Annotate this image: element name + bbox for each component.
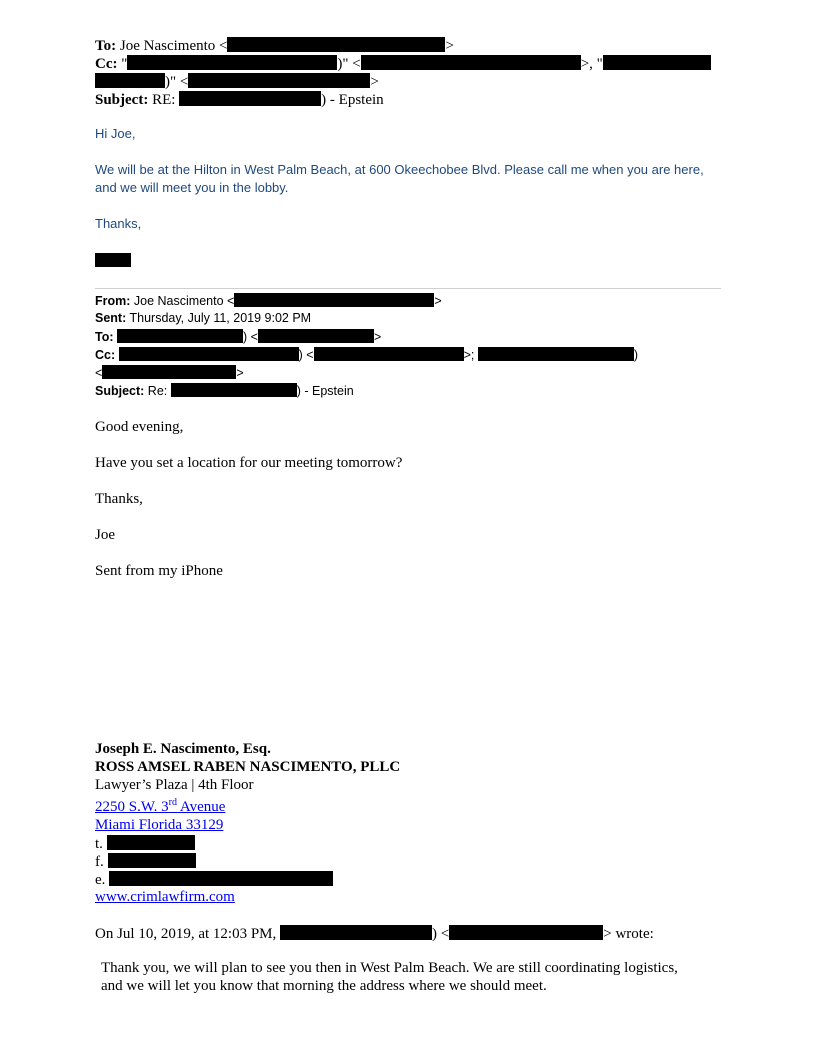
redaction-box xyxy=(227,37,445,52)
sent-label: Sent: xyxy=(95,311,127,325)
quoted-from-line xyxy=(95,293,442,308)
redaction-box xyxy=(361,55,581,70)
redaction-box xyxy=(449,925,603,940)
cc-quote: " xyxy=(121,56,128,72)
cc-open: < xyxy=(95,366,103,380)
signature-phone xyxy=(95,835,195,853)
message-question: Have you set a location for our meeting tomorrow? xyxy=(95,455,403,471)
cc-label: Cc: xyxy=(95,348,116,362)
signature-website[interactable] xyxy=(95,889,235,906)
earlier-body-2: and we will let you know that morning the address where we should meet. xyxy=(101,978,547,994)
cc-sep: ) < xyxy=(298,348,314,362)
redaction-box xyxy=(119,347,299,361)
signature-name-text: Joseph E. Nascimento, Esq. xyxy=(95,741,271,757)
redaction-box xyxy=(280,925,432,940)
quoted-to-line xyxy=(95,329,381,344)
website-link[interactable]: www.crimlawfirm.com xyxy=(95,889,235,905)
signature-city-link[interactable] xyxy=(95,817,223,834)
to-close: > xyxy=(445,38,454,54)
redaction-box xyxy=(117,329,243,343)
cc-sep: )" < xyxy=(337,56,361,72)
redaction-box xyxy=(478,347,634,361)
subject-suffix: ) - Epstein xyxy=(321,92,384,108)
to-label: To: xyxy=(95,330,114,344)
redaction-box xyxy=(109,871,333,886)
subject-prefix: RE: xyxy=(152,92,176,108)
signature-fax xyxy=(95,853,196,871)
quoted-subject-line xyxy=(95,383,354,398)
quoted-cc-line xyxy=(95,347,638,362)
top-subject-line xyxy=(95,91,384,109)
earlier-intro-post: > wrote: xyxy=(603,926,654,942)
to-close: > xyxy=(373,330,382,344)
redaction-box xyxy=(258,329,374,343)
address-post: Avenue xyxy=(176,799,226,815)
signature-name xyxy=(95,741,271,758)
reply-signoff: Thanks, xyxy=(95,216,142,231)
cc-label: Cc: xyxy=(95,56,118,72)
redaction-box xyxy=(171,383,297,397)
redaction-box xyxy=(314,347,464,361)
earlier-intro xyxy=(95,925,654,943)
redaction-box xyxy=(102,365,236,379)
divider xyxy=(95,288,721,289)
reply-line-2: and we will meet you in the lobby. xyxy=(95,180,289,195)
subject-label: Subject: xyxy=(95,384,145,398)
from-close: > xyxy=(434,294,442,308)
address-pre: 2250 S.W. 3 xyxy=(95,799,169,815)
signature-office: Lawyer’s Plaza | 4th Floor xyxy=(95,777,254,793)
cc-end: ) xyxy=(633,348,639,362)
cc-sep: >, " xyxy=(580,56,603,72)
email-label: e. xyxy=(95,872,106,888)
redaction-box xyxy=(95,73,165,88)
top-cc-line xyxy=(95,55,711,73)
redaction-box xyxy=(179,91,321,106)
reply-greeting: Hi Joe, xyxy=(95,126,136,141)
cc-sep: >; xyxy=(463,348,475,362)
top-to-line xyxy=(95,37,454,55)
redaction-box xyxy=(127,55,337,70)
redaction-box xyxy=(234,293,434,307)
redaction-box xyxy=(107,835,195,850)
redacted-signature xyxy=(95,253,131,267)
subject-suffix: ) - Epstein xyxy=(296,384,354,398)
sent-value: Thursday, July 11, 2019 9:02 PM xyxy=(129,311,312,325)
earlier-body-1: Thank you, we will plan to see you then in West Palm Beach. We are still coordinating logistics, xyxy=(101,960,678,976)
to-label: To: xyxy=(95,38,117,54)
address-link[interactable] xyxy=(95,799,225,815)
redaction-box xyxy=(188,73,370,88)
message-sent-from: Sent from my iPhone xyxy=(95,563,223,579)
redaction-box xyxy=(603,55,711,70)
earlier-intro-mid: ) < xyxy=(432,926,450,942)
redaction-box xyxy=(108,853,196,868)
fax-label: f. xyxy=(95,854,104,870)
message-name: Joe xyxy=(95,527,115,543)
subject-label: Subject: xyxy=(95,92,149,108)
address-sup: rd xyxy=(168,797,177,808)
from-value: Joe Nascimento < xyxy=(133,294,235,308)
to-name: Joe Nascimento < xyxy=(119,38,228,54)
signature-firm xyxy=(95,759,400,776)
top-cc-line2 xyxy=(95,73,379,91)
from-label: From: xyxy=(95,294,131,308)
cc-sep: )" < xyxy=(165,74,189,90)
signature-address-link[interactable] xyxy=(95,797,225,816)
reply-line-1: We will be at the Hilton in West Palm Beach, at 600 Okeechobee Blvd. Please call me when you are here, xyxy=(95,162,704,177)
to-sep: ) < xyxy=(243,330,258,344)
quoted-cc-line2 xyxy=(95,365,244,380)
city-link[interactable]: Miami Florida 33129 xyxy=(95,817,224,833)
earlier-intro-pre: On Jul 10, 2019, at 12:03 PM, xyxy=(95,926,277,942)
quoted-sent-line xyxy=(95,311,311,325)
signature-firm-text: ROSS AMSEL RABEN NASCIMENTO, PLLC xyxy=(95,759,401,775)
cc-close: > xyxy=(236,366,244,380)
message-greeting: Good evening, xyxy=(95,419,184,435)
phone-label: t. xyxy=(95,836,103,852)
subject-prefix: Re: xyxy=(147,384,168,398)
signature-email xyxy=(95,871,333,889)
message-thanks: Thanks, xyxy=(95,491,143,507)
cc-close: > xyxy=(370,74,379,90)
